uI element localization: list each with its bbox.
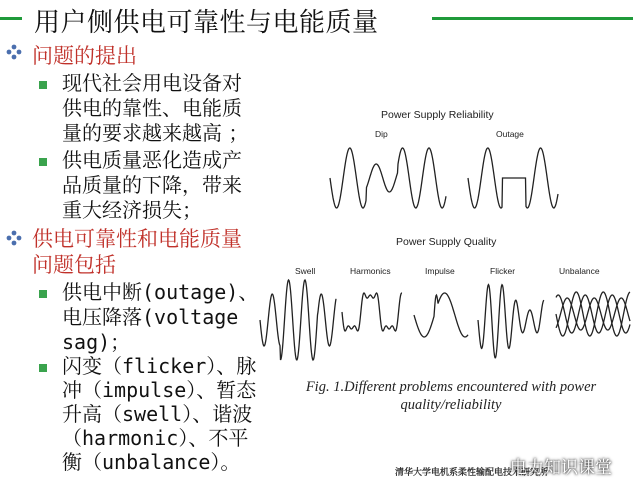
line: 重大经济损失；	[62, 198, 202, 222]
line: 品质量的下降，带来	[62, 173, 242, 197]
outage-wave	[468, 148, 558, 208]
watermark-text: 电力知识课堂	[510, 458, 612, 478]
unbalance-label: Unbalance	[559, 266, 600, 276]
flicker-wave	[478, 285, 544, 358]
swell-label: Swell	[295, 266, 316, 276]
square-bullet-icon	[39, 158, 47, 166]
flicker-label: Flicker	[490, 266, 516, 276]
dip-label: Dip	[375, 129, 388, 139]
square-bullet-icon	[39, 364, 47, 372]
line: 电压降落(voltage	[62, 305, 239, 329]
line: 衡（unbalance）。	[62, 450, 241, 474]
square-bullet-icon	[39, 290, 47, 298]
harmonics-wave	[342, 293, 402, 331]
dip-wave	[330, 148, 446, 208]
title-rule-left	[0, 17, 22, 20]
reliability-title: Power Supply Reliability	[381, 109, 494, 121]
caption-line: quality/reliability	[400, 397, 502, 413]
heading-line: 问题包括	[32, 253, 116, 277]
title-bar	[0, 0, 633, 38]
impulse-label: Impulse	[425, 266, 455, 276]
line: 供电质量恶化造成产	[62, 148, 242, 172]
bullet-item-3	[62, 280, 258, 355]
line: 供电的靠性、电能质	[62, 96, 242, 120]
section-heading-1: 问题的提出	[32, 44, 137, 68]
heading-line: 供电可靠性和电能质量	[32, 227, 242, 251]
line: 供电中断(outage)、	[62, 280, 259, 304]
impulse-wave	[414, 293, 468, 337]
line: （harmonic）、不平	[62, 426, 249, 450]
diamond-bullet-icon	[6, 230, 22, 246]
figure-caption	[291, 378, 611, 414]
diamond-bullet-icon	[6, 44, 22, 60]
line: sag)；	[62, 330, 131, 354]
waveforms-graphic	[258, 80, 633, 475]
waveform-figure	[258, 80, 633, 475]
square-bullet-icon	[39, 81, 47, 89]
slide-title: 用户侧供电可靠性与电能质量	[34, 8, 379, 38]
line: 量的要求越来越高 ；	[62, 121, 249, 145]
line: 现代社会用电设备对	[62, 71, 242, 95]
line: 冲（impulse）、暂态	[62, 378, 257, 402]
section-heading-2	[32, 226, 242, 278]
quality-title: Power Supply Quality	[396, 236, 497, 248]
line: 升高（swell）、谐波	[62, 402, 253, 426]
bullet-item-2	[62, 148, 242, 223]
bullet-item-4	[62, 354, 256, 474]
caption-line: Fig. 1.Different problems encountered with power	[305, 379, 597, 395]
harmonics-label: Harmonics	[350, 266, 391, 276]
outage-label: Outage	[496, 129, 524, 139]
title-rule-right	[432, 17, 633, 20]
footer-institution: 清华大学电机系柔性输配电技术研究所	[395, 468, 549, 478]
bullet-item-1	[62, 71, 248, 146]
line: 闪变（flicker）、脉	[62, 354, 257, 378]
swell-wave	[260, 280, 336, 360]
